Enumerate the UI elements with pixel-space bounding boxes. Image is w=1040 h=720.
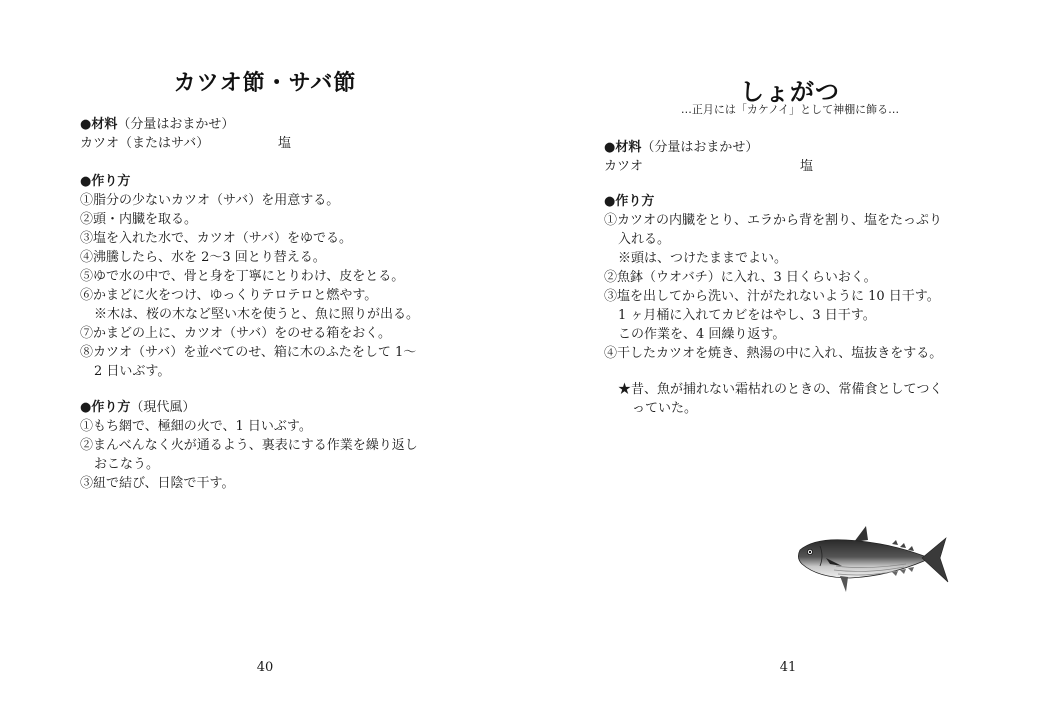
materials-list	[604, 157, 1004, 176]
step: ⑦かまどの上に、カツオ（サバ）をのせる箱をおく。	[80, 326, 391, 341]
step-continuation: この作業を、4 回繰り返す。	[618, 327, 786, 342]
step: ②まんべんなく火が通るよう、裏表にする作業を繰り返し	[80, 438, 418, 453]
step: ③紐で結び、日陰で干す。	[80, 476, 235, 491]
material-item: カツオ	[604, 159, 644, 174]
step: ②魚鉢（ウオバチ）に入れ、3 日くらいおく。	[604, 270, 877, 285]
step: ⑥かまどに火をつけ、ゆっくりテロテロと燃やす。	[80, 288, 378, 303]
step: ⑧カツオ（サバ）を並べてのせ、箱に木のふたをして 1〜	[80, 345, 417, 360]
modern-method-heading: ●作り方（現代風）	[80, 400, 196, 415]
step: ②頭・内臓を取る。	[80, 212, 198, 227]
method-heading: ●作り方	[80, 174, 131, 189]
step: ④沸騰したら、水を 2〜3 回とり替える。	[80, 250, 326, 265]
remark-line: ★昔、魚が捕れない霜枯れのときの、常備食としてつく	[618, 382, 943, 397]
materials-heading: ●材料（分量はおまかせ）	[604, 140, 759, 155]
method-heading: ●作り方	[604, 194, 655, 209]
step: ⑤ゆで水の中で、骨と身を丁寧にとりわけ、皮をとる。	[80, 269, 405, 284]
page-title: しょがつ	[740, 78, 840, 106]
page-right	[520, 0, 1040, 720]
step: ①もち網で、極細の火で、1 日いぶす。	[80, 419, 312, 434]
remark-line: っていた。	[632, 401, 698, 416]
material-item: カツオ（またはサバ）	[80, 136, 210, 151]
page-number: 41	[779, 660, 797, 675]
material-item: 塩	[800, 159, 814, 174]
page-title: カツオ節・サバ節	[173, 71, 357, 96]
materials-section	[604, 138, 1004, 176]
materials-section	[80, 115, 470, 153]
materials-heading: ●材料（分量はおまかせ）	[80, 117, 235, 132]
method-section	[80, 172, 470, 381]
method-section	[604, 192, 1004, 363]
step: ③塩を出してから洗い、汁がたれないように 10 日干す。	[604, 289, 940, 304]
step-continuation: おこなう。	[94, 457, 160, 472]
modern-method-section	[80, 398, 470, 493]
step-continuation: 2 日いぶす。	[94, 364, 171, 379]
materials-list	[80, 134, 470, 153]
step: ①カツオの内臓をとり、エラから背を割り、塩をたっぷり	[604, 213, 943, 228]
step-continuation: 入れる。	[618, 232, 671, 247]
step: ①脂分の少ないカツオ（サバ）を用意する。	[80, 193, 340, 208]
page-subtitle: …正月には「カケノイ」として神棚に飾る…	[680, 103, 900, 116]
remark-section	[618, 380, 1018, 418]
step-continuation: 1 ヶ月桶に入れてカビをはやし、3 日干す。	[618, 308, 876, 323]
bonito-fish-icon	[796, 520, 956, 598]
step-note: ※木は、桜の木など堅い木を使うと、魚に照りが出る。	[94, 307, 420, 322]
step: ④干したカツオを焼き、熱湯の中に入れ、塩抜きをする。	[604, 346, 943, 361]
material-item: 塩	[278, 136, 292, 151]
page-number: 40	[256, 660, 274, 675]
step: ③塩を入れた水で、カツオ（サバ）をゆでる。	[80, 231, 352, 246]
step-note: ※頭は、つけたままでよい。	[618, 251, 788, 266]
